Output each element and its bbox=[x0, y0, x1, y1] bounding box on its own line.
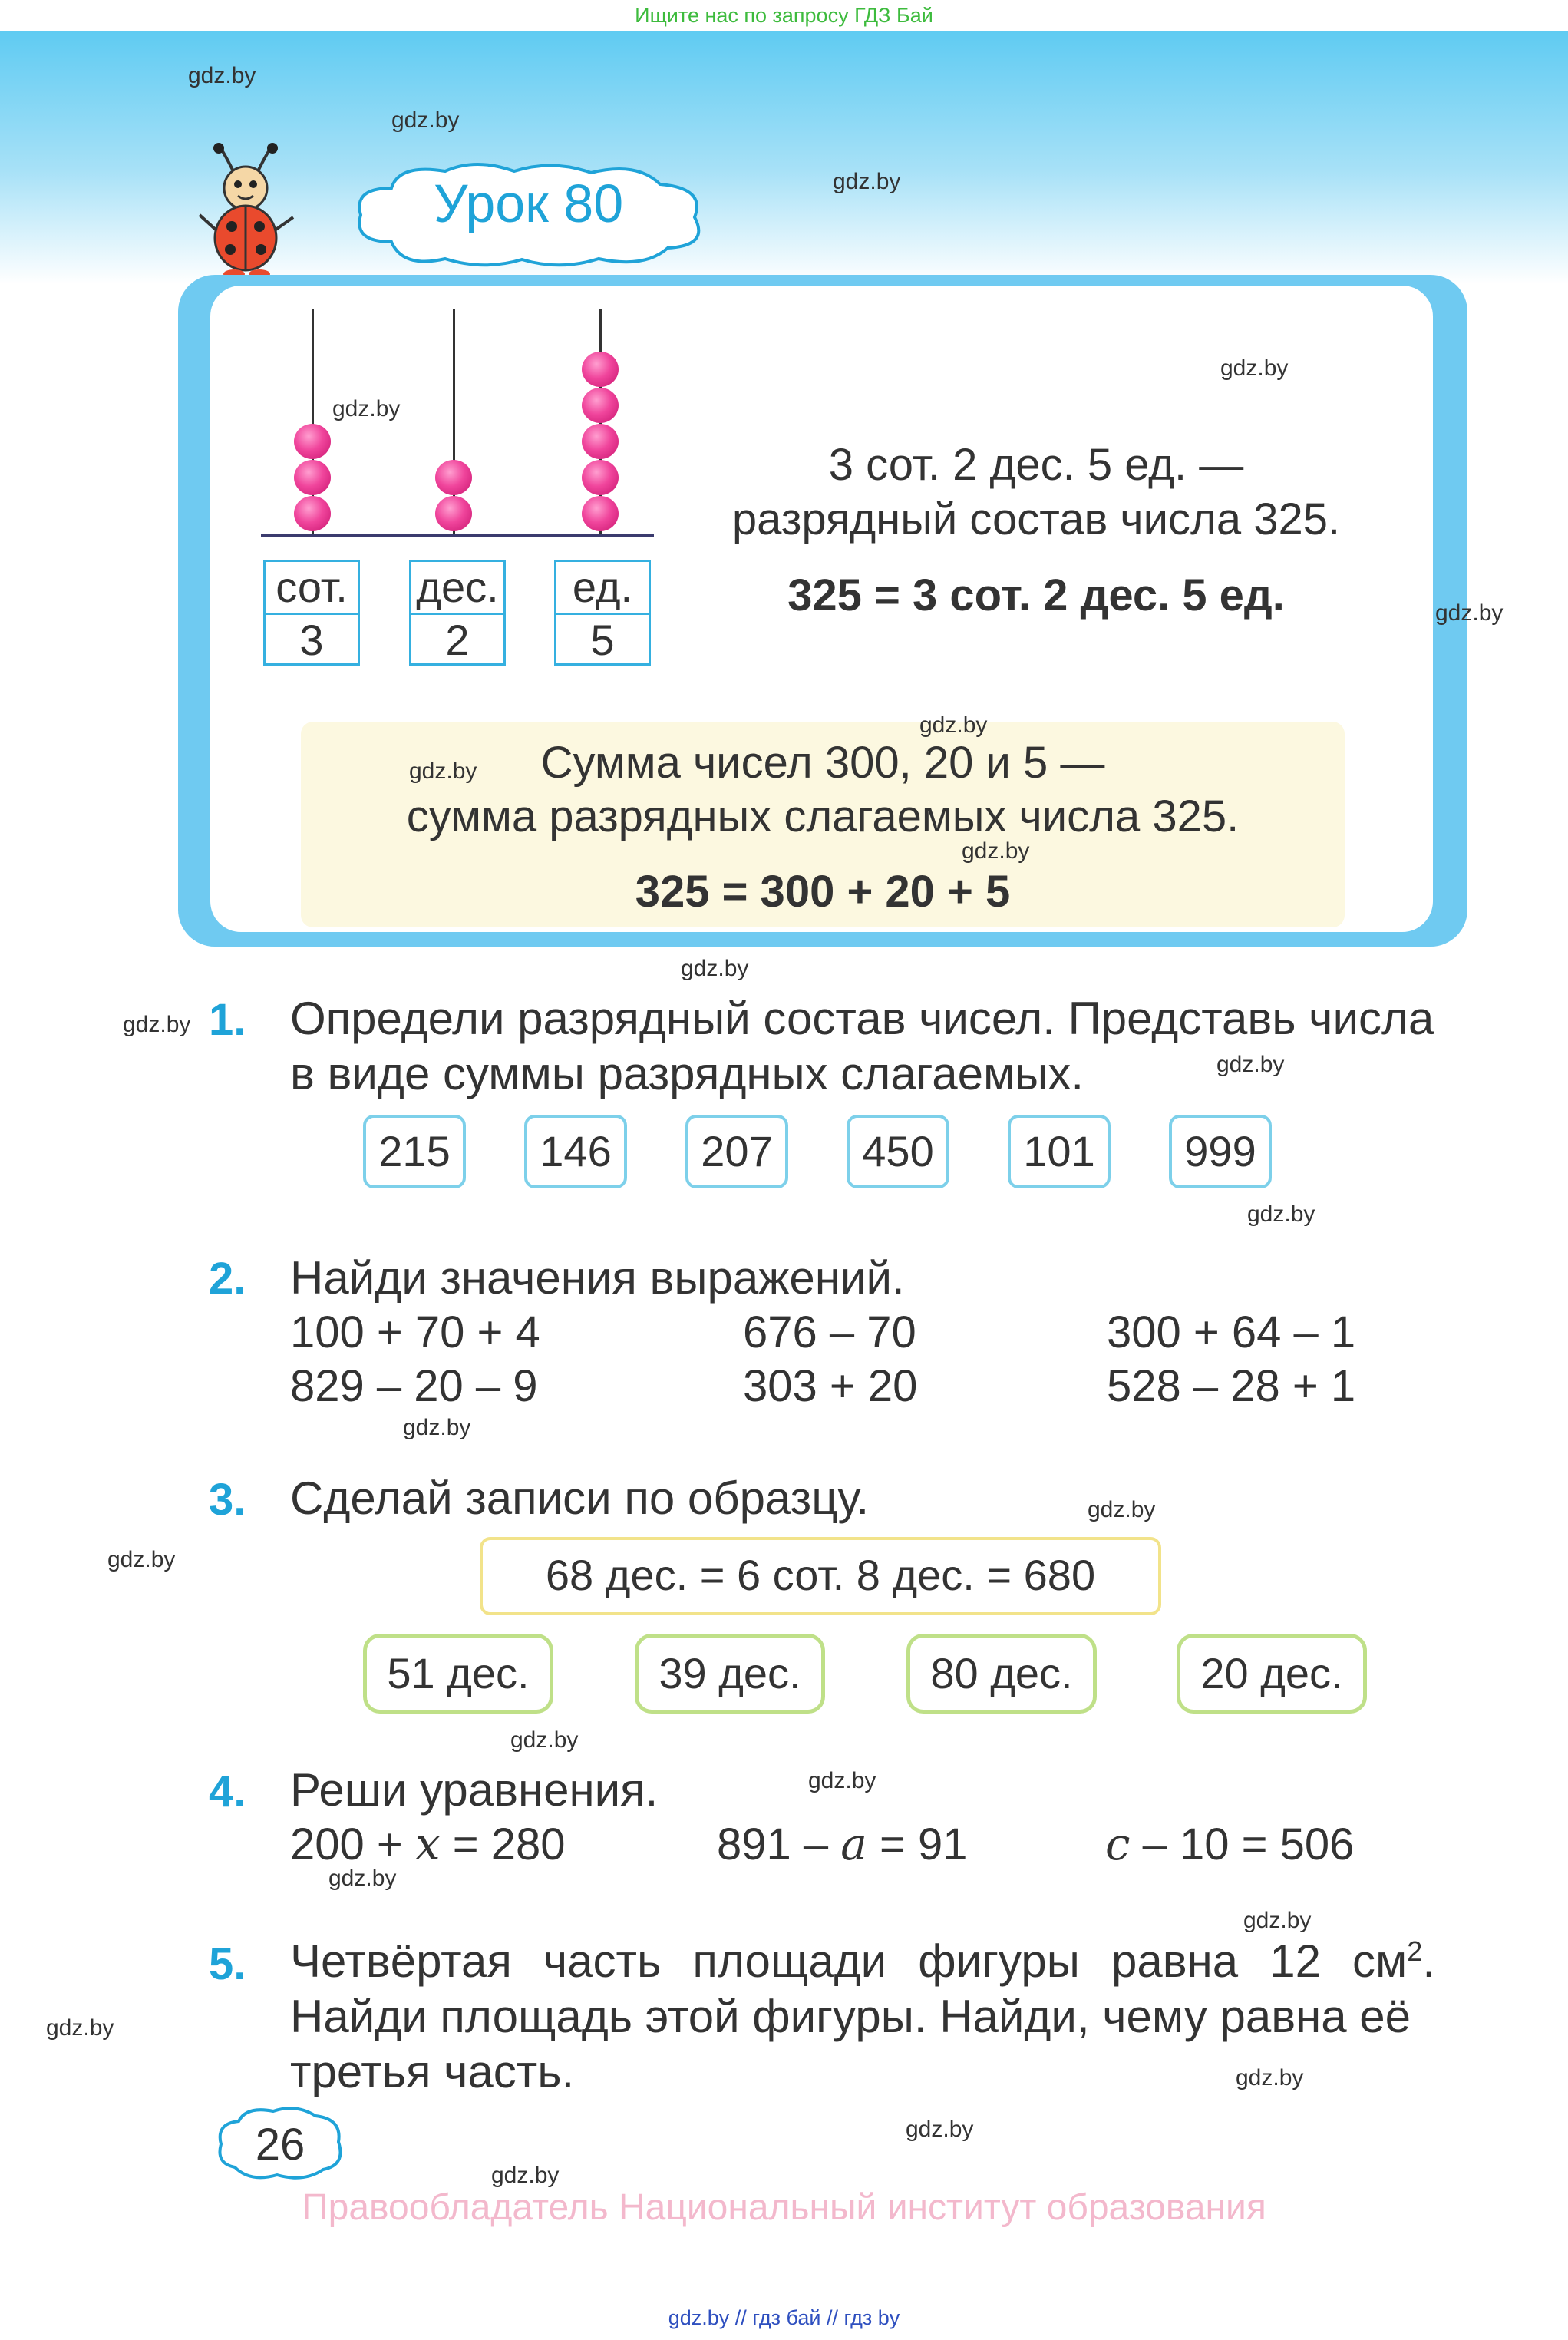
task-5-line-1 bbox=[290, 1935, 1435, 1988]
watermark: gdz.by bbox=[332, 396, 401, 421]
equation-1-right: = 280 bbox=[440, 1819, 566, 1869]
theory-line-4: сумма разрядных слагаемых числа 325. bbox=[406, 792, 1240, 841]
abacus-bead-tens bbox=[435, 496, 472, 531]
task-4-title: Реши уравнения. bbox=[290, 1764, 659, 1816]
watermark: gdz.by bbox=[962, 838, 1030, 864]
place-cell-tens bbox=[409, 560, 506, 666]
expression: 528 – 28 + 1 bbox=[1107, 1361, 1356, 1411]
place-header-hundreds: сот. bbox=[266, 562, 358, 615]
watermark: gdz.by bbox=[906, 2117, 974, 2142]
abacus-bead-ones bbox=[582, 496, 619, 531]
place-cell-ones bbox=[554, 560, 651, 666]
watermark: gdz.by bbox=[188, 63, 256, 88]
watermark: gdz.by bbox=[1236, 2065, 1304, 2090]
task-1-line-2: в виде суммы разрядных слагаемых. bbox=[290, 1048, 1084, 1099]
equation-2-left: 891 – bbox=[717, 1819, 841, 1869]
abacus-base bbox=[261, 534, 654, 537]
equation-3 bbox=[1105, 1818, 1354, 1870]
task-1-line-1: Определи разрядный состав чисел. Представь числа bbox=[290, 993, 1434, 1044]
equation-2-right: = 91 bbox=[867, 1819, 968, 1869]
lesson-title: Урок 80 bbox=[434, 174, 624, 233]
sample-box: 68 дес. = 6 сот. 8 дес. = 680 bbox=[480, 1537, 1161, 1615]
place-value-hundreds: 3 bbox=[299, 616, 324, 664]
watermark: gdz.by bbox=[1247, 1201, 1315, 1227]
number-box: 146 bbox=[524, 1115, 627, 1188]
watermark: gdz.by bbox=[491, 2163, 560, 2188]
tens-box: 20 дес. bbox=[1177, 1634, 1367, 1714]
abacus-bead-hundreds bbox=[294, 424, 331, 459]
watermark: gdz.by bbox=[1088, 1497, 1156, 1522]
theory-formula-1: 325 = 3 сот. 2 дес. 5 ед. bbox=[787, 570, 1285, 620]
place-cell-hundreds bbox=[263, 560, 360, 666]
equation-3-variable: c bbox=[1105, 1818, 1131, 1870]
watermark: gdz.by bbox=[833, 169, 901, 194]
watermark: gdz.by bbox=[46, 2015, 114, 2041]
watermark: gdz.by bbox=[328, 1866, 397, 1891]
number-box: 450 bbox=[847, 1115, 949, 1188]
equation-1-left: 200 + bbox=[290, 1819, 415, 1869]
expression: 300 + 64 – 1 bbox=[1107, 1307, 1356, 1357]
equation-3-right: – 10 = 506 bbox=[1130, 1819, 1355, 1869]
equation-1 bbox=[290, 1818, 565, 1870]
abacus-bead-hundreds bbox=[294, 460, 331, 495]
copyright-note: Правообладатель Национальный институт образования bbox=[302, 2187, 1266, 2228]
tens-box: 80 дес. bbox=[906, 1634, 1097, 1714]
bottom-links[interactable]: gdz.by // гдз бай // гдз by bbox=[668, 2306, 900, 2329]
watermark: gdz.by bbox=[123, 1012, 191, 1037]
tens-box: 51 дес. bbox=[363, 1634, 553, 1714]
number-box: 207 bbox=[685, 1115, 788, 1188]
number-box: 999 bbox=[1169, 1115, 1272, 1188]
watermark: gdz.by bbox=[1243, 1908, 1312, 1933]
task-5-line-3: третья часть. bbox=[290, 2046, 575, 2097]
watermark: gdz.by bbox=[403, 1415, 471, 1440]
watermark: gdz.by bbox=[391, 107, 460, 133]
watermark: gdz.by bbox=[409, 759, 477, 784]
task-5-line-2: Найди площадь этой фигуры. Найди, чему равна её bbox=[290, 1991, 1411, 2042]
abacus-bead-ones bbox=[582, 388, 619, 423]
expression: 100 + 70 + 4 bbox=[290, 1307, 540, 1357]
theory-formula-2: 325 = 300 + 20 + 5 bbox=[635, 867, 1011, 917]
abacus-bead-ones bbox=[582, 352, 619, 387]
theory-line-2: разрядный состав числа 325. bbox=[731, 494, 1341, 544]
equation-1-variable: x bbox=[414, 1818, 441, 1870]
task-2-title: Найди значения выражений. bbox=[290, 1252, 905, 1304]
watermark: gdz.by bbox=[107, 1547, 176, 1572]
abacus-bead-ones bbox=[582, 460, 619, 495]
theory-line-1: 3 сот. 2 дес. 5 ед. — bbox=[828, 440, 1244, 490]
watermark: gdz.by bbox=[808, 1768, 876, 1793]
top-banner[interactable]: Ищите нас по запросу ГДЗ Бай bbox=[635, 4, 933, 27]
task-5-line-1-end: . bbox=[1422, 1935, 1435, 1987]
equation-2 bbox=[717, 1818, 967, 1870]
place-header-ones: ед. bbox=[556, 562, 649, 615]
task-5-line-1-text: Четвёртая часть площади фигуры равна 12 см bbox=[290, 1935, 1408, 1987]
watermark: gdz.by bbox=[1216, 1052, 1285, 1077]
task-3-title: Сделай записи по образцу. bbox=[290, 1472, 870, 1524]
equation-2-variable: a bbox=[840, 1818, 867, 1870]
ladybug-icon bbox=[192, 142, 299, 280]
abacus-bead-hundreds bbox=[294, 496, 331, 531]
watermark: gdz.by bbox=[919, 712, 988, 738]
expression: 829 – 20 – 9 bbox=[290, 1361, 538, 1411]
task-2-number: 2. bbox=[209, 1254, 246, 1304]
task-4-number: 4. bbox=[209, 1767, 246, 1816]
expression: 676 – 70 bbox=[743, 1307, 916, 1357]
place-value-ones: 5 bbox=[590, 616, 615, 664]
task-3-number: 3. bbox=[209, 1475, 246, 1525]
place-header-tens: дес. bbox=[411, 562, 503, 615]
expression: 303 + 20 bbox=[743, 1361, 918, 1411]
number-box: 101 bbox=[1008, 1115, 1111, 1188]
place-value-tens: 2 bbox=[445, 616, 470, 664]
abacus-bead-ones bbox=[582, 424, 619, 459]
abacus-bead-tens bbox=[435, 460, 472, 495]
page-number: 26 bbox=[255, 2120, 305, 2170]
watermark: gdz.by bbox=[510, 1727, 579, 1753]
task-5-superscript: 2 bbox=[1407, 1935, 1423, 1967]
tens-box: 39 дес. bbox=[635, 1634, 825, 1714]
watermark: gdz.by bbox=[681, 956, 749, 981]
watermark: gdz.by bbox=[1435, 600, 1504, 626]
task-5-number: 5. bbox=[209, 1939, 246, 1989]
watermark: gdz.by bbox=[1220, 355, 1289, 381]
number-box: 215 bbox=[363, 1115, 466, 1188]
theory-line-3: Сумма чисел 300, 20 и 5 — bbox=[540, 738, 1105, 788]
task-1-number: 1. bbox=[209, 995, 246, 1045]
